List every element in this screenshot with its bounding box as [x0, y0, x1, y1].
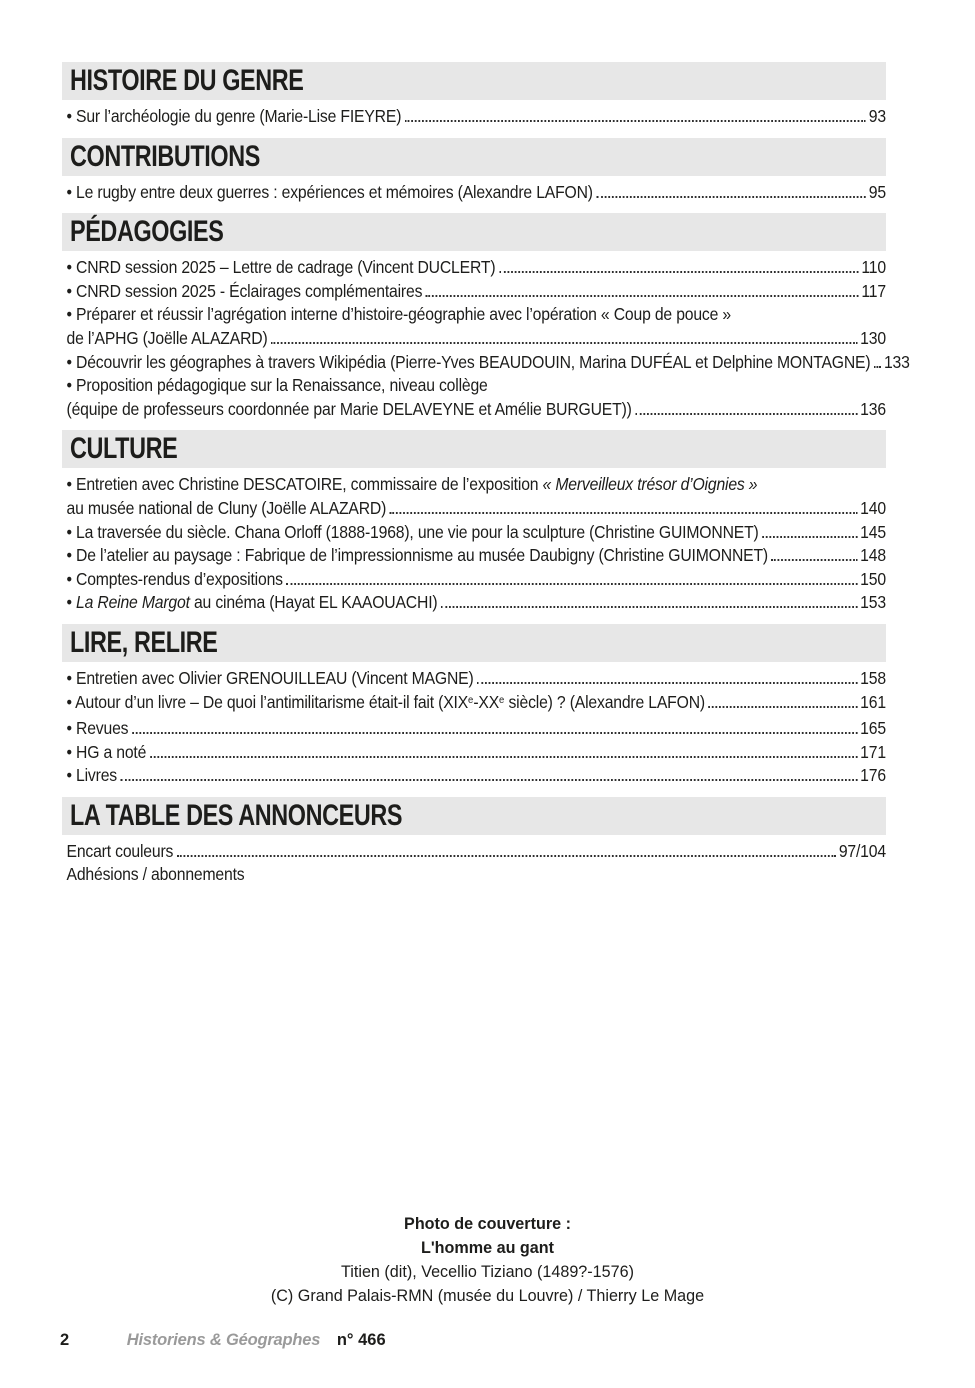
dot-leader: [635, 413, 857, 415]
entry-text: [67, 667, 474, 691]
toc-entry-row: [62, 374, 886, 398]
entry-text: [67, 473, 758, 497]
dot-leader: [390, 512, 858, 514]
entry-text-segment: • Proposition pédagogique sur la Renaissance, niveau collège: [66, 375, 488, 396]
entry-text: [67, 497, 387, 521]
entry-text-segment: • De l’atelier au paysage : Fabrique de l’impressionnisme au musée Daubigny (Christine GUIMONNET): [66, 545, 768, 566]
entry-text: [67, 544, 768, 568]
toc-entry-row: [62, 327, 886, 351]
section-title: LA TABLE DES ANNONCEURS: [70, 798, 403, 832]
toc-entry-row: [62, 764, 886, 788]
toc-entry-row: [62, 105, 886, 129]
entry-text: [67, 351, 871, 375]
entry-text-segment: • Sur l’archéologie du genre (Marie-Lise FIEYRE): [66, 106, 402, 126]
entry-page-number: 158: [860, 667, 886, 688]
entry-page-number: 140: [860, 497, 886, 518]
section-header-band: [62, 430, 886, 468]
cover-copyright-line: (C) Grand Palais-RMN (musée du Louvre) / Thierry Le Mage: [270, 1286, 705, 1305]
entry-page-number: 130: [860, 327, 886, 348]
entry-text-segment: La Reine Margot: [76, 592, 190, 613]
entry-text-segment: •: [66, 592, 77, 613]
entry-page-number: 171: [860, 741, 886, 762]
entry-text-segment: • CNRD session 2025 – Lettre de cadrage (Vincent DUCLERT): [66, 257, 496, 278]
toc-entry-row: [62, 667, 886, 691]
entry-page-number: 153: [860, 592, 886, 613]
entry-text: [67, 327, 268, 351]
entry-text: [67, 717, 129, 741]
entry-page-number: 133: [883, 351, 910, 372]
entry-page-number: 136: [860, 398, 886, 419]
entry-text-segment: • CNRD session 2025 - Éclairages complémentaires: [66, 280, 423, 301]
entry-text-segment: e: [468, 693, 474, 706]
table-of-contents: [62, 62, 910, 887]
dot-leader: [121, 779, 858, 781]
dot-leader: [709, 706, 858, 708]
footer-journal-name: Historiens & Géographes: [126, 1331, 321, 1349]
entry-text-segment: au cinéma (Hayat EL KAAOUACHI): [189, 592, 438, 613]
entry-text-segment: siècle) ? (Alexandre LAFON): [504, 691, 705, 712]
toc-entry-row: [62, 863, 886, 887]
dot-leader: [132, 732, 857, 734]
footer-page-number: 2: [60, 1331, 70, 1349]
entry-text: [67, 840, 174, 864]
entry-page-number: 95: [868, 181, 886, 202]
cover-artwork-title: L'homme au gant: [420, 1238, 555, 1257]
toc-entry-row: [62, 181, 886, 205]
entry-text-segment: • Revues: [66, 718, 129, 739]
entry-text-segment: • Entretien avec Olivier GRENOUILLEAU (Vincent MAGNE): [66, 667, 474, 688]
entry-text-segment: e: [499, 693, 505, 706]
dot-leader: [286, 583, 857, 585]
entry-page-number: 150: [860, 568, 886, 589]
toc-entry-row: [62, 473, 886, 497]
toc-entry-row: [62, 568, 886, 592]
entry-text-segment: • HG a noté: [66, 741, 147, 762]
entry-text: [67, 374, 488, 398]
toc-entry-row: [62, 256, 886, 280]
section-header-band: [62, 62, 886, 100]
entry-text-segment: au musée national de Cluny (Joëlle ALAZARD): [66, 497, 387, 518]
dot-leader: [405, 120, 866, 122]
entry-text-segment: « Merveilleux trésor d’Oignies »: [542, 474, 758, 495]
toc-entry-row: [62, 303, 886, 327]
toc-entry-row: [62, 497, 886, 521]
entry-text: [67, 181, 593, 205]
entry-text-segment: • Le rugby entre deux guerres : expériences et mémoires (Alexandre LAFON): [66, 181, 593, 202]
section-header-band: [62, 213, 886, 251]
entry-text-segment: • Comptes-rendus d’expositions: [66, 568, 283, 589]
entry-text-segment: • La traversée du siècle. Chana Orloff (1888-1968), une vie pour la sculpture (Christine GUIMONNET): [66, 521, 759, 542]
toc-entry-row: [62, 741, 886, 765]
section-title: CULTURE: [70, 432, 178, 466]
dot-leader: [271, 342, 857, 344]
entry-page-number: 145: [860, 521, 886, 542]
dot-leader: [177, 855, 836, 857]
entry-text: [67, 691, 705, 718]
entry-page-number: 176: [860, 765, 886, 786]
toc-entry-row: [62, 840, 886, 864]
entry-text-segment: • Préparer et réussir l’agrégation interne d’histoire-géographie avec l’opération « Coup de pouce »: [66, 304, 731, 325]
section-title: HISTOIRE DU GENRE: [70, 64, 304, 97]
toc-entry-row: [62, 521, 886, 545]
entry-text-segment: -XX: [473, 691, 500, 712]
toc-entry-row: [62, 544, 886, 568]
entry-text: [67, 256, 496, 280]
dot-leader: [596, 196, 866, 198]
entry-page-number: 97/104: [838, 840, 886, 861]
entry-text-segment: Adhésions / abonnements: [66, 864, 245, 885]
entry-text: [67, 591, 438, 615]
dot-leader: [499, 271, 859, 273]
entry-page-number: 165: [860, 718, 886, 739]
toc-entry-row: [62, 351, 910, 375]
entry-page-number: 110: [861, 257, 886, 278]
section-header-band: [62, 624, 886, 662]
section-header-band: [62, 797, 886, 835]
entry-text: [67, 863, 245, 887]
dot-leader: [477, 682, 857, 684]
entry-text-segment: • Livres: [66, 765, 117, 786]
entry-text-segment: • Entretien avec Christine DESCATOIRE, commissaire de l’exposition: [66, 474, 543, 495]
entry-text: [67, 105, 402, 129]
toc-entry-row: [62, 591, 886, 615]
entry-page-number: 93: [868, 106, 886, 126]
dot-leader: [874, 366, 881, 368]
footer-issue-number: n° 466: [336, 1331, 386, 1349]
section-title: CONTRIBUTIONS: [70, 139, 260, 173]
toc-entry-row: [62, 691, 886, 718]
entry-text-segment: Encart couleurs: [66, 840, 174, 861]
cover-photo-credit: [0, 1212, 975, 1308]
toc-entry-row: [62, 280, 886, 304]
section-title: PÉDAGOGIES: [70, 215, 224, 249]
entry-text: [67, 568, 283, 592]
entry-text-segment: • Autour d’un livre – De quoi l’antimilitarisme était-il fait (XIX: [66, 691, 469, 712]
entry-text: [67, 521, 759, 545]
dot-leader: [426, 295, 859, 297]
entry-text: [67, 741, 147, 765]
entry-text-segment: de l’APHG (Joëlle ALAZARD): [66, 327, 268, 348]
page-footer: [60, 1330, 386, 1350]
toc-entry-row: [62, 398, 886, 422]
cover-artist-line: Titien (dit), Vecellio Tiziano (1489?-1576): [341, 1262, 634, 1281]
entry-text-segment: (équipe de professeurs coordonnée par Marie DELAVEYNE et Amélie BURGUET)): [66, 398, 632, 419]
entry-page-number: 117: [861, 280, 886, 301]
section-header-band: [62, 138, 886, 176]
dot-leader: [150, 756, 858, 758]
dot-leader: [441, 606, 857, 608]
entry-text-segment: • Découvrir les géographes à travers Wikipédia (Pierre-Yves BEAUDOUIN, Marina DUFÉAL et Delphine MONTAGNE): [66, 351, 871, 372]
entry-text: [67, 280, 423, 304]
entry-page-number: 148: [860, 545, 886, 566]
dot-leader: [772, 559, 858, 561]
dot-leader: [762, 536, 857, 538]
entry-page-number: 161: [860, 691, 886, 712]
cover-credit-heading: Photo de couverture :: [404, 1214, 571, 1233]
entry-text: [67, 398, 632, 422]
toc-entry-row: [62, 717, 886, 741]
entry-text: [67, 764, 117, 788]
section-title: LIRE, RELIRE: [70, 625, 218, 659]
entry-text: [67, 303, 731, 327]
